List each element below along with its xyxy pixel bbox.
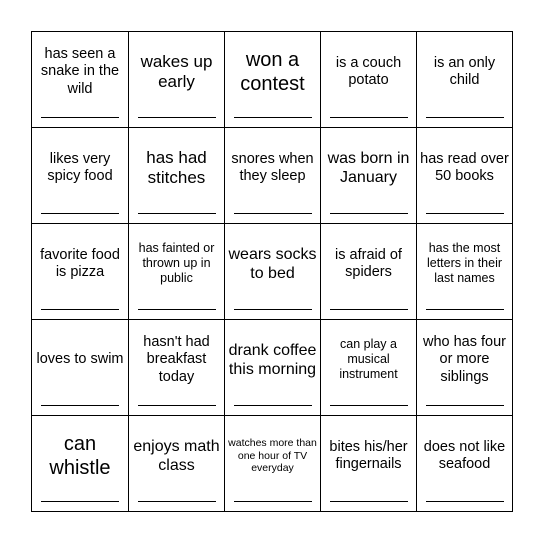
signature-line [41,501,119,502]
bingo-cell[interactable] [225,128,321,224]
cell-text: loves to swim [36,351,124,368]
signature-line [234,501,312,502]
cell-text: enjoys math class [133,437,220,474]
bingo-cell[interactable] [32,416,129,512]
cell-text: hasn't had breakfast today [143,333,210,385]
bingo-cell[interactable] [225,416,321,512]
cell-text: is afraid of spiders [335,246,402,280]
signature-line [330,405,408,406]
cell-text: wakes up early [140,51,213,91]
cell-text: has the most letters in their last names [426,241,503,286]
cell-text: has fainted or thrown up in public [138,241,215,286]
signature-line [426,405,504,406]
cell-text: has had stitches [146,147,207,187]
cell-text: who has four or more siblings [422,333,507,385]
signature-line [234,405,312,406]
bingo-cell[interactable] [32,224,129,320]
bingo-cell[interactable] [417,32,513,128]
bingo-cell[interactable] [129,32,225,128]
cell-text: is a couch potato [335,54,402,88]
signature-line [330,213,408,214]
bingo-cell[interactable] [321,320,417,416]
bingo-cell[interactable] [321,224,417,320]
cell-text: does not like seafood [423,438,506,472]
signature-line [330,309,408,310]
signature-line [234,309,312,310]
cell-text: can whistle [49,432,111,479]
signature-line [41,405,119,406]
signature-line [138,213,216,214]
bingo-cell[interactable] [225,224,321,320]
signature-line [41,117,119,118]
bingo-cell[interactable] [129,128,225,224]
cell-text: drank coffee this morning [228,341,317,378]
cell-text: won a contest [240,48,305,95]
signature-line [41,213,119,214]
bingo-cell[interactable] [225,32,321,128]
bingo-cell[interactable] [225,320,321,416]
bingo-cell[interactable] [417,416,513,512]
bingo-cell[interactable] [417,320,513,416]
cell-text: was born in January [327,149,410,186]
signature-line [41,309,119,310]
bingo-cell[interactable] [32,320,129,416]
signature-line [330,501,408,502]
bingo-cell[interactable] [129,416,225,512]
cell-text: favorite food is pizza [40,246,120,280]
bingo-cell[interactable] [321,416,417,512]
signature-line [330,117,408,118]
signature-line [426,117,504,118]
bingo-cell[interactable] [321,32,417,128]
cell-text: has seen a snake in the wild [40,45,120,97]
signature-line [426,309,504,310]
cell-text: watches more than one hour of TV everyday [228,437,317,475]
bingo-cell[interactable] [129,320,225,416]
signature-line [426,213,504,214]
cell-text: bites his/her fingernails [329,438,408,472]
cell-text: wears socks to bed [228,245,317,282]
bingo-cell[interactable] [417,128,513,224]
cell-text: is an only child [433,54,496,88]
signature-line [138,405,216,406]
signature-line [138,501,216,502]
bingo-cell[interactable] [32,32,129,128]
signature-line [138,309,216,310]
cell-text: snores when they sleep [231,150,314,184]
cell-text: likes very spicy food [47,150,113,184]
signature-line [234,117,312,118]
signature-line [234,213,312,214]
bingo-cell[interactable] [417,224,513,320]
cell-text: has read over 50 books [420,150,509,184]
bingo-cell[interactable] [129,224,225,320]
bingo-cell[interactable] [32,128,129,224]
bingo-cell[interactable] [321,128,417,224]
cell-text: can play a musical instrument [339,337,398,382]
signature-line [426,501,504,502]
bingo-board [31,31,513,512]
signature-line [138,117,216,118]
